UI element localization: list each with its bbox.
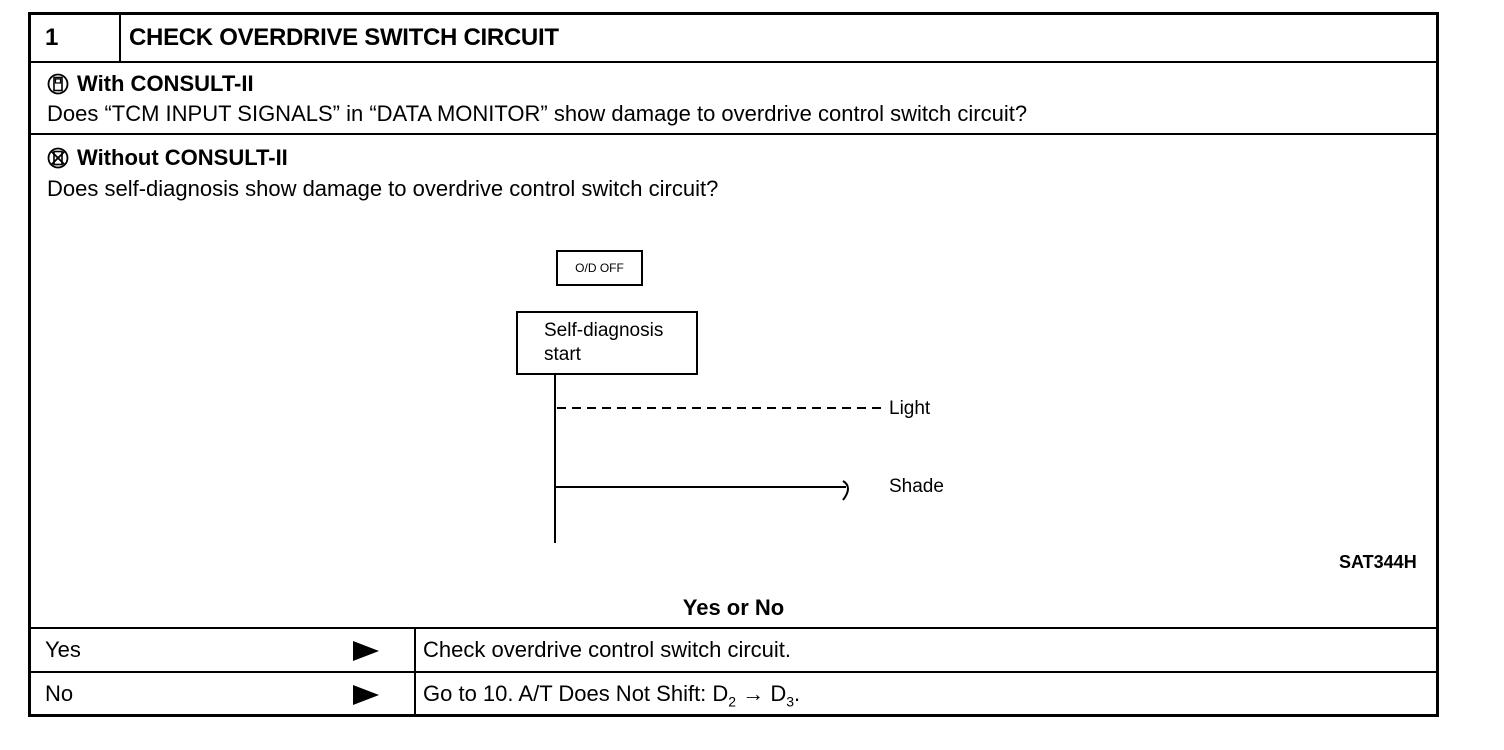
shade-label: Shade [889,476,944,497]
figure-id: SAT344H [1339,552,1417,572]
answer-key-no: No [45,681,74,706]
column-divider [414,629,416,671]
answer-action-no [423,673,800,722]
self-diagnosis-line2: start [544,344,581,365]
gear-subscript: 2 [728,693,737,710]
gear-subscript: 3 [786,693,795,710]
answer-row-no [31,671,1436,715]
answer-key-yes: Yes [45,637,81,662]
light-label: Light [889,398,931,419]
step-number: 1 [31,15,121,61]
yes-or-no-question: Yes or No [682,595,785,620]
arrow-icon [353,641,379,661]
action-text: Go to 10. A/T Does Not Shift: D [423,681,729,706]
without-consult-label: Without CONSULT-II [77,145,288,170]
answer-row-yes [31,627,1436,671]
self-diagnosis-line1: Self-diagnosis [544,320,664,341]
od-off-switch: O/D OFF [556,250,643,286]
diagnostic-step-table [28,12,1439,717]
with-consult-label: With CONSULT-II [77,71,254,96]
with-consult-question: Does “TCM INPUT SIGNALS” in “DATA MONITOR” show damage to overdrive control switch circuit? [47,101,1028,126]
without-consult-question: Does self-diagnosis show damage to overdrive control switch circuit? [47,176,719,201]
step-title: CHECK OVERDRIVE SWITCH CIRCUIT [129,24,559,51]
arrow-text: → D [736,681,787,706]
answer-action-yes: Check overdrive control switch circuit. [423,637,792,662]
action-suffix: . [794,681,801,706]
column-divider [414,673,416,715]
shade-line-end [843,481,848,500]
arrow-icon [353,685,379,705]
